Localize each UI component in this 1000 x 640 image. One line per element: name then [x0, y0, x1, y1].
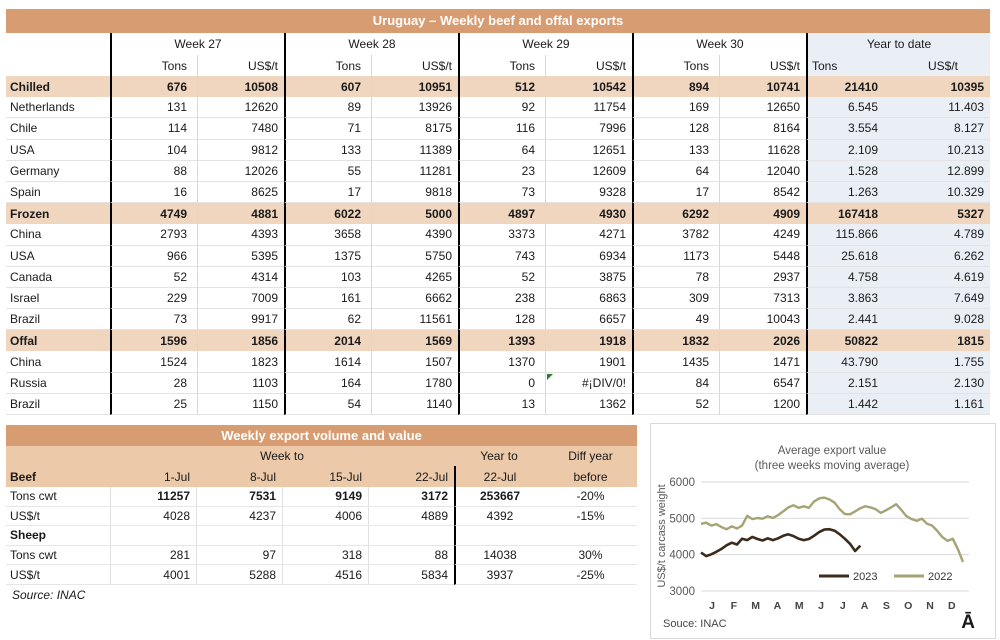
value-cell[interactable]: 104 — [110, 140, 197, 161]
export-value-chart — [650, 423, 996, 639]
value-cell[interactable]: 1.755 — [896, 351, 990, 372]
value-cell[interactable] — [454, 526, 544, 546]
value-cell[interactable]: 2.130 — [896, 373, 990, 394]
value-cell[interactable]: 9818 — [371, 182, 458, 203]
value-cell[interactable]: 1.263 — [806, 182, 896, 203]
section-value-cell[interactable]: 1393 — [458, 330, 545, 351]
value-cell[interactable]: 6662 — [371, 288, 458, 309]
chart-canvas — [651, 424, 995, 638]
value-cell[interactable]: 8175 — [371, 118, 458, 139]
exports-table — [6, 33, 990, 415]
value-cell[interactable]: 9.028 — [896, 309, 990, 330]
tons-subheader: Tons — [110, 55, 197, 76]
value-cell[interactable]: 1362 — [545, 394, 632, 415]
value-cell[interactable]: 169 — [632, 97, 719, 118]
section-value-cell[interactable]: 4897 — [458, 203, 545, 224]
legend-label-2022: 2022 — [928, 571, 953, 583]
section-value-cell[interactable]: 5327 — [896, 203, 990, 224]
value-cell[interactable] — [368, 526, 454, 546]
value-cell[interactable]: 4889 — [368, 507, 454, 527]
section-value-cell[interactable]: 10542 — [545, 76, 632, 97]
country-row-label[interactable]: Germany — [6, 161, 110, 182]
section-value-cell[interactable]: 1918 — [545, 330, 632, 351]
value-cell[interactable]: 116 — [458, 118, 545, 139]
year-to-header: Year to — [454, 446, 544, 466]
section-value-cell[interactable]: 5000 — [371, 203, 458, 224]
value-cell[interactable]: -15% — [544, 507, 637, 527]
value-cell[interactable]: 131 — [110, 97, 197, 118]
value-cell[interactable]: 7009 — [197, 288, 284, 309]
value-cell[interactable]: 7996 — [545, 118, 632, 139]
value-cell[interactable] — [196, 526, 282, 546]
value-cell[interactable]: 6934 — [545, 246, 632, 267]
value-cell[interactable]: 3.863 — [806, 288, 896, 309]
legend-label-2023: 2023 — [853, 571, 878, 583]
value-cell[interactable]: 8.127 — [896, 118, 990, 139]
section-value-cell[interactable]: 676 — [110, 76, 197, 97]
y-tick-label: 6000 — [669, 477, 695, 489]
value-cell[interactable]: 318 — [282, 546, 368, 566]
value-cell[interactable]: 253667 — [454, 487, 544, 507]
y-axis-label: US$/t carcass weight — [656, 484, 668, 588]
section-value-cell[interactable]: 6292 — [632, 203, 719, 224]
section-value-cell[interactable]: 2026 — [719, 330, 806, 351]
week-header: Week 30 — [632, 33, 806, 55]
value-cell[interactable]: 62 — [284, 309, 371, 330]
value-cell[interactable]: 13926 — [371, 97, 458, 118]
value-cell[interactable]: 12.899 — [896, 161, 990, 182]
value-cell[interactable]: 84 — [632, 373, 719, 394]
value-cell[interactable]: 3937 — [454, 565, 544, 585]
value-cell[interactable]: 1.528 — [806, 161, 896, 182]
value-cell[interactable]: 1200 — [719, 394, 806, 415]
tons-subheader: Tons — [632, 55, 719, 76]
value-cell[interactable]: 11628 — [719, 140, 806, 161]
section-value-cell[interactable]: 2014 — [284, 330, 371, 351]
value-cell[interactable]: 6.545 — [806, 97, 896, 118]
country-row-label[interactable]: Israel — [6, 288, 110, 309]
x-month-label: A — [773, 600, 782, 612]
value-cell[interactable]: 88 — [110, 161, 197, 182]
value-cell[interactable]: 10043 — [719, 309, 806, 330]
value-cell[interactable]: 4516 — [282, 565, 368, 585]
value-cell[interactable]: 128 — [458, 309, 545, 330]
value-cell[interactable]: 64 — [458, 140, 545, 161]
value-cell[interactable]: 1140 — [371, 394, 458, 415]
value-cell[interactable]: 1150 — [197, 394, 284, 415]
week-header: Week 29 — [458, 33, 632, 55]
metric-row-label[interactable]: Tons cwt — [6, 546, 110, 566]
x-month-label: D — [948, 600, 956, 612]
value-cell[interactable]: 5395 — [197, 246, 284, 267]
value-cell[interactable]: 11257 — [110, 487, 196, 507]
country-row-label[interactable]: Spain — [6, 182, 110, 203]
tons-subheader: Tons — [284, 55, 371, 76]
value-cell[interactable]: 11281 — [371, 161, 458, 182]
value-cell[interactable]: 2.441 — [806, 309, 896, 330]
value-cell[interactable]: 54 — [284, 394, 371, 415]
value-cell[interactable]: #¡DIV/0! — [545, 373, 632, 394]
value-cell[interactable]: 133 — [632, 140, 719, 161]
country-row-label[interactable]: USA — [6, 140, 110, 161]
value-cell[interactable]: 10.329 — [896, 182, 990, 203]
x-month-label: N — [926, 600, 934, 612]
section-value-cell[interactable]: 512 — [458, 76, 545, 97]
section-value-cell[interactable]: 4749 — [110, 203, 197, 224]
value-cell[interactable]: 6863 — [545, 288, 632, 309]
section-value-cell[interactable]: 1832 — [632, 330, 719, 351]
country-row-label[interactable]: Netherlands — [6, 97, 110, 118]
country-row-label[interactable]: China — [6, 224, 110, 245]
value-cell[interactable]: 1507 — [371, 351, 458, 372]
value-cell[interactable]: 5750 — [371, 246, 458, 267]
value-cell[interactable]: 12040 — [719, 161, 806, 182]
value-cell[interactable]: 115.866 — [806, 224, 896, 245]
value-cell[interactable]: 1823 — [197, 351, 284, 372]
value-cell[interactable]: 52 — [458, 267, 545, 288]
value-cell[interactable]: 8164 — [719, 118, 806, 139]
value-cell[interactable]: 1103 — [197, 373, 284, 394]
value-cell[interactable]: 97 — [196, 546, 282, 566]
value-cell[interactable]: 1471 — [719, 351, 806, 372]
corner-cell — [6, 446, 110, 466]
value-cell[interactable]: 11754 — [545, 97, 632, 118]
x-month-label: M — [751, 600, 760, 612]
value-cell[interactable]: 16 — [110, 182, 197, 203]
section-value-cell[interactable]: 21410 — [806, 76, 896, 97]
beef-section-label: Beef — [6, 466, 110, 487]
value-cell[interactable]: 3.554 — [806, 118, 896, 139]
value-cell[interactable]: 1524 — [110, 351, 197, 372]
y-tick-label: 4000 — [669, 549, 695, 562]
country-row-label[interactable]: Russia — [6, 373, 110, 394]
value-cell[interactable]: 9812 — [197, 140, 284, 161]
x-month-label: O — [904, 600, 913, 612]
value-cell[interactable]: 114 — [110, 118, 197, 139]
value-cell[interactable]: 6547 — [719, 373, 806, 394]
value-cell[interactable]: 4314 — [197, 267, 284, 288]
value-cell[interactable]: 103 — [284, 267, 371, 288]
value-cell[interactable]: 25 — [110, 394, 197, 415]
value-cell[interactable]: 92 — [458, 97, 545, 118]
weekly-volume-table — [6, 446, 637, 585]
value-cell[interactable]: 1435 — [632, 351, 719, 372]
value-cell[interactable]: 4390 — [371, 224, 458, 245]
date-header: 15-Jul — [282, 466, 368, 487]
value-cell[interactable]: 2.109 — [806, 140, 896, 161]
value-cell[interactable]: 128 — [632, 118, 719, 139]
value-cell[interactable]: 238 — [458, 288, 545, 309]
value-cell[interactable]: 43.790 — [806, 351, 896, 372]
section-value-cell[interactable]: 167418 — [806, 203, 896, 224]
value-cell[interactable]: 11389 — [371, 140, 458, 161]
section-value-cell[interactable]: 10741 — [719, 76, 806, 97]
week-to-header: Week to — [110, 446, 454, 466]
value-cell[interactable]: 5448 — [719, 246, 806, 267]
date-header: 1-Jul — [110, 466, 196, 487]
country-row-label[interactable]: Canada — [6, 267, 110, 288]
value-cell[interactable]: 6657 — [545, 309, 632, 330]
value-cell[interactable]: 281 — [110, 546, 196, 566]
tons-subheader: Tons — [458, 55, 545, 76]
value-cell[interactable]: 4028 — [110, 507, 196, 527]
usdt-subheader: US$/t — [197, 55, 284, 76]
value-cell[interactable]: 49 — [632, 309, 719, 330]
metric-row-label[interactable]: US$/t — [6, 507, 110, 527]
country-row-label[interactable]: Chile — [6, 118, 110, 139]
value-cell[interactable]: 966 — [110, 246, 197, 267]
value-cell[interactable]: 229 — [110, 288, 197, 309]
value-cell[interactable]: 309 — [632, 288, 719, 309]
value-cell[interactable]: 164 — [284, 373, 371, 394]
value-cell[interactable]: 161 — [284, 288, 371, 309]
section-value-cell[interactable]: 10508 — [197, 76, 284, 97]
diff-year-header: Diff year — [544, 446, 637, 466]
section-value-cell[interactable]: 4909 — [719, 203, 806, 224]
value-cell[interactable]: 23 — [458, 161, 545, 182]
exports-table-section — [6, 9, 990, 415]
section-row-label[interactable]: Frozen — [6, 203, 110, 224]
value-cell[interactable]: 12620 — [197, 97, 284, 118]
x-month-label: A — [860, 600, 869, 612]
value-cell[interactable]: 1901 — [545, 351, 632, 372]
value-cell[interactable]: 89 — [284, 97, 371, 118]
section-value-cell[interactable]: 4930 — [545, 203, 632, 224]
value-cell[interactable]: 9149 — [282, 487, 368, 507]
section-value-cell[interactable]: 894 — [632, 76, 719, 97]
value-cell[interactable]: 12650 — [719, 97, 806, 118]
value-cell[interactable]: 1614 — [284, 351, 371, 372]
value-cell[interactable]: 0 — [458, 373, 545, 394]
value-cell[interactable]: 9328 — [545, 182, 632, 203]
value-cell[interactable]: 4.619 — [896, 267, 990, 288]
value-cell[interactable] — [544, 526, 637, 546]
sheep-section-label[interactable]: Sheep — [6, 526, 110, 546]
section-value-cell[interactable]: 607 — [284, 76, 371, 97]
table2-source: Source: INAC — [12, 587, 86, 602]
value-cell[interactable]: 1.442 — [806, 394, 896, 415]
value-cell[interactable]: 4393 — [197, 224, 284, 245]
value-cell[interactable]: 52 — [110, 267, 197, 288]
usdt-subheader: US$/t — [371, 55, 458, 76]
value-cell[interactable]: -20% — [544, 487, 637, 507]
chart-source: Souce: INAC — [663, 618, 727, 630]
value-cell[interactable]: 4001 — [110, 565, 196, 585]
value-cell[interactable]: 3658 — [284, 224, 371, 245]
value-cell[interactable]: 64 — [632, 161, 719, 182]
metric-row-label[interactable]: Tons cwt — [6, 487, 110, 507]
value-cell[interactable]: 1780 — [371, 373, 458, 394]
y-tick-label: 5000 — [669, 513, 695, 526]
value-cell[interactable]: 12026 — [197, 161, 284, 182]
value-cell[interactable]: 1370 — [458, 351, 545, 372]
weekly-volume-table-section — [6, 425, 637, 602]
table2-title: Weekly export volume and value — [6, 425, 637, 446]
ytd-date-header: 22-Jul — [454, 466, 544, 487]
value-cell[interactable]: 743 — [458, 246, 545, 267]
value-cell[interactable]: 88 — [368, 546, 454, 566]
ytd-header: Year to date — [806, 33, 990, 55]
x-month-label: F — [730, 600, 738, 612]
value-cell[interactable]: 28 — [110, 373, 197, 394]
section-value-cell[interactable]: 1856 — [197, 330, 284, 351]
chart-title: Average export value — [777, 445, 887, 457]
section-row-label[interactable]: Offal — [6, 330, 110, 351]
usdt-subheader: US$/t — [719, 55, 806, 76]
x-month-label: M — [794, 600, 804, 612]
value-cell[interactable]: 55 — [284, 161, 371, 182]
value-cell[interactable]: 73 — [110, 309, 197, 330]
value-cell[interactable]: 8542 — [719, 182, 806, 203]
value-cell[interactable]: 4.758 — [806, 267, 896, 288]
value-cell[interactable]: 12609 — [545, 161, 632, 182]
value-cell[interactable]: 1173 — [632, 246, 719, 267]
country-row-label[interactable]: Brazil — [6, 309, 110, 330]
corner-cell — [6, 55, 110, 76]
metric-row-label[interactable]: US$/t — [6, 565, 110, 585]
value-cell[interactable]: 7313 — [719, 288, 806, 309]
country-row-label[interactable]: Brazil — [6, 394, 110, 415]
country-row-label[interactable]: USA — [6, 246, 110, 267]
value-cell[interactable]: 2.151 — [806, 373, 896, 394]
country-row-label[interactable]: China — [6, 351, 110, 372]
value-cell[interactable]: 25.618 — [806, 246, 896, 267]
value-cell[interactable]: 6.262 — [896, 246, 990, 267]
x-month-label: J — [709, 600, 715, 612]
before-header: before — [544, 466, 637, 487]
value-cell[interactable]: 4271 — [545, 224, 632, 245]
value-cell[interactable]: 4237 — [196, 507, 282, 527]
value-cell[interactable]: 2793 — [110, 224, 197, 245]
section-value-cell[interactable]: 50822 — [806, 330, 896, 351]
date-header: 22-Jul — [368, 466, 454, 487]
value-cell[interactable]: 4392 — [454, 507, 544, 527]
value-cell[interactable]: 17 — [632, 182, 719, 203]
corner-cell — [6, 33, 110, 55]
x-month-label: J — [839, 600, 846, 612]
ytd-tons-subheader: Tons — [806, 55, 896, 76]
value-cell[interactable]: 5288 — [196, 565, 282, 585]
chart-line-2023 — [701, 529, 860, 556]
week-header: Week 27 — [110, 33, 284, 55]
value-cell[interactable]: 2937 — [719, 267, 806, 288]
value-cell[interactable]: 10.213 — [896, 140, 990, 161]
table1-title: Uruguay – Weekly beef and offal exports — [6, 9, 990, 33]
value-cell[interactable]: 5834 — [368, 565, 454, 585]
value-cell[interactable]: 1.161 — [896, 394, 990, 415]
value-cell[interactable]: 7480 — [197, 118, 284, 139]
value-cell[interactable]: 1375 — [284, 246, 371, 267]
value-cell[interactable]: 4.789 — [896, 224, 990, 245]
corner-character: Ā — [961, 612, 975, 633]
value-cell[interactable]: 133 — [284, 140, 371, 161]
section-value-cell[interactable]: 10395 — [896, 76, 990, 97]
section-value-cell[interactable]: 6022 — [284, 203, 371, 224]
value-cell[interactable] — [110, 526, 196, 546]
value-cell[interactable]: 7531 — [196, 487, 282, 507]
value-cell[interactable]: 73 — [458, 182, 545, 203]
date-header: 8-Jul — [196, 466, 282, 487]
value-cell[interactable]: 14038 — [454, 546, 544, 566]
value-cell[interactable]: 3172 — [368, 487, 454, 507]
section-value-cell[interactable]: 4881 — [197, 203, 284, 224]
value-cell[interactable]: 3373 — [458, 224, 545, 245]
value-cell[interactable]: 8625 — [197, 182, 284, 203]
value-cell[interactable]: 3875 — [545, 267, 632, 288]
value-cell[interactable]: 30% — [544, 546, 637, 566]
value-cell[interactable]: 11561 — [371, 309, 458, 330]
section-value-cell[interactable]: 1596 — [110, 330, 197, 351]
section-value-cell[interactable]: 1815 — [896, 330, 990, 351]
error-indicator-icon — [547, 374, 553, 380]
value-cell[interactable]: 11.403 — [896, 97, 990, 118]
x-month-label: J — [818, 600, 824, 612]
section-value-cell[interactable]: 10951 — [371, 76, 458, 97]
section-value-cell[interactable]: 1569 — [371, 330, 458, 351]
chart-subtitle: (three weeks moving average) — [754, 460, 910, 472]
value-cell[interactable]: 3782 — [632, 224, 719, 245]
value-cell[interactable]: 4249 — [719, 224, 806, 245]
section-row-label[interactable]: Chilled — [6, 76, 110, 97]
value-cell[interactable]: 12651 — [545, 140, 632, 161]
usdt-subheader: US$/t — [545, 55, 632, 76]
ytd-usdt-subheader: US$/t — [896, 55, 990, 76]
value-cell[interactable]: 78 — [632, 267, 719, 288]
x-month-label: S — [882, 600, 890, 612]
value-cell[interactable]: 9917 — [197, 309, 284, 330]
y-tick-label: 3000 — [669, 586, 695, 598]
value-cell[interactable]: 4265 — [371, 267, 458, 288]
value-cell[interactable]: 4006 — [282, 507, 368, 527]
value-cell[interactable]: 71 — [284, 118, 371, 139]
value-cell[interactable]: 17 — [284, 182, 371, 203]
value-cell[interactable]: 52 — [632, 394, 719, 415]
value-cell[interactable]: 7.649 — [896, 288, 990, 309]
value-cell[interactable]: -25% — [544, 565, 637, 585]
value-cell[interactable] — [282, 526, 368, 546]
week-header: Week 28 — [284, 33, 458, 55]
value-cell[interactable]: 13 — [458, 394, 545, 415]
